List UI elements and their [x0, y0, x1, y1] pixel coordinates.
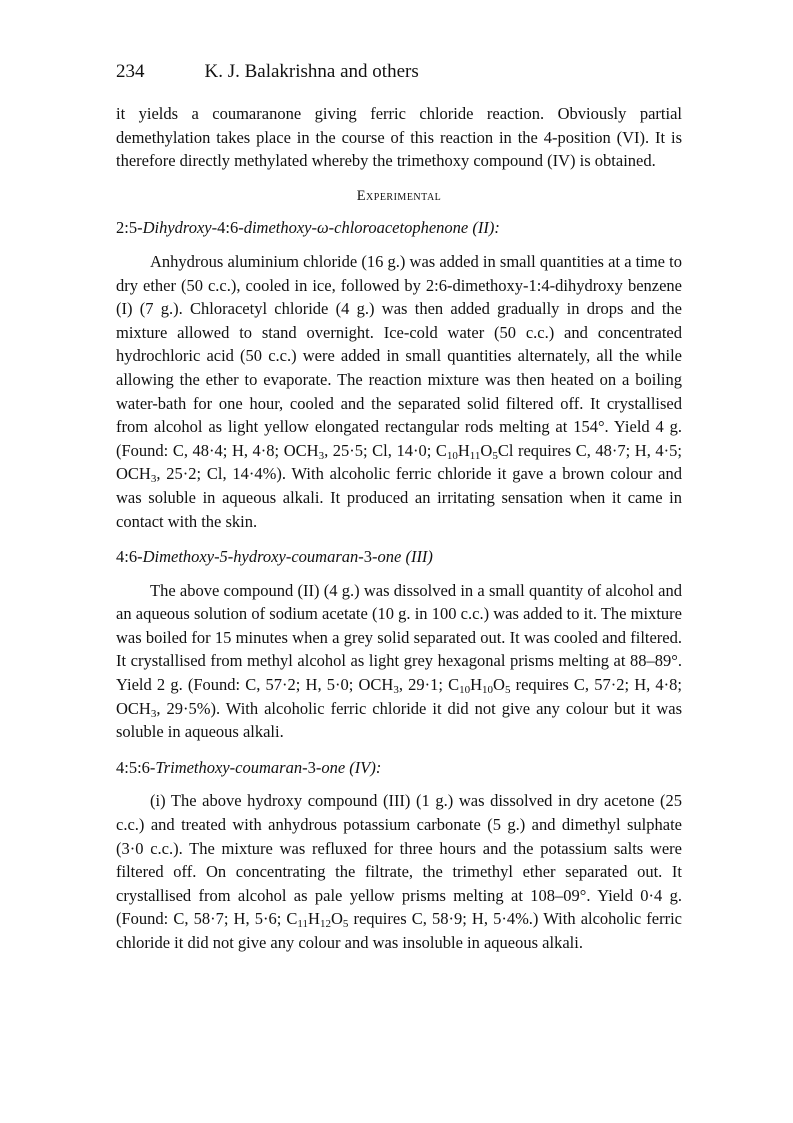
text-run: Anhydrous aluminium chloride (16 g.) was added in small quantities at a time to dry ether (50 c.c.), cooled in ice, followed by 2:6-dimethoxy-1:4-dihydroxy benzene (I) (7 g.). Chloracetyl chloride (4 g.) was then added gradually in drops and the mixture allowed to stand overnight. Ice-cold water (50 c.c.) and concentrated hydrochloric acid (50 c.c.) were added in small quantities alternately, all the while allowing the ether to evaporate. The reaction mixture was then heated on a boiling water-bath for one hour, cooled and the separated solid filtered off. It crystallised from alcohol as light yellow elongated rectangular rods melting at 154°. Yield 4 g. (Found: C, 48·4; H, 4·8; OCH [116, 251, 682, 460]
subscript: 10 [459, 684, 471, 697]
section1-heading [116, 216, 682, 240]
text-run: Cl requires C, 48·7; H, 4·5; OCH [116, 440, 683, 484]
text-run: requires C, 57·2; H, 4·8; OCH [116, 675, 682, 718]
heading-part: 4:6- [116, 547, 143, 567]
subscript: 5 [492, 449, 498, 462]
section3-heading [116, 756, 682, 780]
text-run: O [480, 440, 493, 460]
subscript: 12 [319, 918, 331, 931]
running-title: K. J. Balakrishna and others [204, 61, 419, 82]
section1-paragraph [116, 250, 682, 533]
subscript: 10 [446, 449, 458, 462]
text-run: O [330, 909, 343, 929]
heading-part: 4:5:6- [116, 757, 156, 777]
text-run: (i) The above hydroxy compound (III) (1 g.) was dissolved in dry acetone (25 c.c.) and treated with anhydrous potassium carbonate (5 g.) and dimethyl sulphate (3·0 c.c.). The mixture was refluxed for three hours and the potassium salts were filtered off. On concentrating the filtrate, the trimethyl ether separated out. It crystallised from alcohol as pale yellow prisms melting at 108–09°. Yield 0·4 g. (Found: C, 58·7; H, 5·6; C [116, 791, 682, 929]
heading-part: one [321, 757, 346, 777]
section-title-text: Experimental [356, 187, 442, 204]
subscript: 5 [342, 918, 349, 931]
heading-part: Trimethoxy-coumaran [155, 757, 303, 777]
running-head [116, 60, 682, 90]
subscript: 11 [297, 918, 309, 931]
subscript: 3 [318, 449, 325, 462]
section2-paragraph [116, 579, 682, 744]
section-title [116, 185, 682, 209]
section3-paragraph [116, 789, 682, 954]
heading-part: one [377, 547, 402, 567]
text-run: , 29·1; C [398, 675, 460, 695]
heading-part: Dimethoxy-5-hydroxy-coumaran [142, 547, 359, 567]
page-number: 234 [116, 61, 145, 82]
heading-part: -3- [302, 757, 322, 777]
heading-part: Dihydroxy [142, 218, 212, 238]
text-run: H [308, 909, 320, 929]
text-run: , 25·2; Cl, 14·4%). With alcoholic ferric chloride it gave a brown colour and was soluble in aqueous alkali. It produced an irritating sensation when it came in contact with the skin. [116, 464, 682, 531]
text-run: , 29·5%). With alcoholic ferric chloride it did not give any colour but it was soluble in aqueous alkali. [116, 698, 682, 742]
subscript: 11 [469, 449, 481, 462]
text-run: H [457, 440, 470, 460]
text-run: requires C, 58·9; H, 5·4%.) With alcoholic ferric chloride it did not give any colour and was insoluble in aqueous alkali. [116, 909, 682, 952]
heading-part: dimethoxy-ω-chloroacetophenone [243, 218, 469, 238]
subscript: 3 [393, 684, 399, 697]
subscript: 5 [504, 684, 511, 697]
section2-heading [116, 545, 682, 569]
page [116, 60, 682, 955]
subscript: 3 [150, 473, 157, 486]
text-run: H [470, 675, 483, 695]
text-run: The above compound (II) (4 g.) was dissolved in a small quantity of alcohol and an aqueous solution of sodium acetate (10 g. in 100 c.c.) was added to it. The mixture was boiled for 15 minutes when a grey solid separated out. It was cooled and filtered. It crystallised from methyl alcohol as light grey hexagonal prisms melting at 88–89°. Yield 2 g. (Found: C, 57·2; H, 5·0; OCH [116, 580, 682, 695]
heading-label: (III) [405, 547, 433, 567]
text-run: , 25·5; Cl, 14·0; C [324, 440, 447, 460]
text-run: O [493, 675, 505, 695]
intro-paragraph: it yields a coumaranone giving ferric chloride reaction. Obviously partial demethylation takes place in the course of this reaction in the 4-position (VI). It is therefore directly methylated whereby the trimethoxy compound (IV) is obtained. [116, 104, 682, 171]
heading-label: (IV): [349, 757, 382, 777]
subscript: 10 [482, 684, 494, 697]
heading-label: (II): [472, 218, 500, 238]
heading-part: -4:6- [211, 218, 244, 238]
subscript: 3 [150, 707, 157, 720]
heading-part: -3- [358, 547, 378, 567]
heading-part: 2:5- [116, 218, 143, 238]
